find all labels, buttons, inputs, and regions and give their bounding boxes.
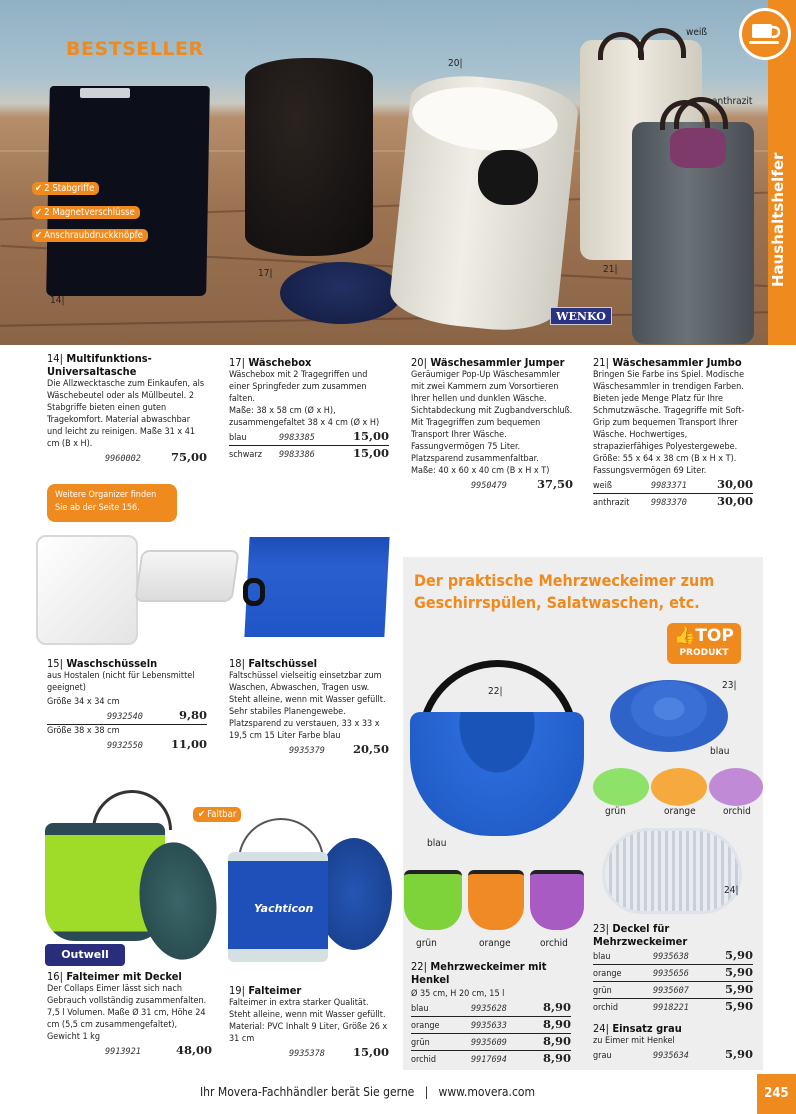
bucket-green	[404, 870, 462, 930]
faltbar-badge: ✔ Faltbar	[193, 807, 241, 822]
color-label: orchid	[540, 938, 568, 949]
lid-orange	[651, 768, 707, 806]
thumbs-up-icon: 👍	[674, 626, 696, 646]
size-label: Größe 34 x 34 cm	[47, 697, 120, 707]
product-18	[229, 657, 389, 758]
price-row: orchid 9918221 5,90	[593, 999, 753, 1013]
wenko-logo: WENKO	[550, 307, 612, 325]
image-label-20: 20|	[448, 58, 463, 69]
dark-laundry	[478, 150, 538, 205]
product-21	[593, 356, 753, 510]
product-image-24	[602, 828, 742, 914]
product-17	[229, 356, 389, 462]
product-title: 23| Deckel für Mehrzweckeimer	[593, 922, 688, 948]
coffee-cup-icon	[739, 8, 791, 60]
product-description: Falteimer in extra starker Qualität. Steht alleine, wenn mit Wasser gefüllt. Material: PVC Inhalt 9 Liter, Größe 26 x 31 cm	[229, 998, 388, 1044]
color-label: grün	[416, 938, 437, 949]
product-title: 17| Wäschebox	[229, 356, 312, 369]
product-15	[47, 657, 207, 753]
image-label-17: 17|	[258, 268, 273, 279]
price-row: grau 9935634 5,90	[593, 1047, 753, 1061]
price-row: 9913921 48,00	[105, 1043, 212, 1057]
product-22	[411, 960, 571, 1067]
product-image-17-lid	[280, 262, 402, 324]
outwell-logo: Outwell	[45, 944, 125, 966]
color-label-anthrazit: anthrazit	[712, 96, 753, 107]
product-title: 15| Waschschüsseln	[47, 657, 158, 670]
top-produkt-badge: 👍TOP PRODUKT	[667, 623, 741, 664]
color-label: blau	[710, 746, 730, 757]
product-image-15b	[134, 550, 239, 602]
image-label-22: 22|	[488, 686, 503, 697]
price-row: blau 9983385 15,00	[229, 429, 389, 446]
price-row: 9932540 9,80	[47, 708, 207, 725]
purple-laundry	[670, 128, 726, 168]
product-description: Die Allzwecktasche zum Einkaufen, als Wäschebeutel oder als Müllbeutel. 2 Stabgriffe bieten einen guten Tragekomfort. Material abwaschbar und leicht zu reinigen. Maße 31 x 41 cm (B x H).	[47, 379, 205, 449]
feature-badge: ✔ 2 Magnetverschlüsse	[32, 206, 140, 219]
image-label-23: 23|	[722, 680, 737, 691]
check-icon: ✔	[35, 207, 43, 218]
bowl-handle	[243, 578, 265, 606]
product-image-17	[245, 58, 373, 256]
product-description: Faltschüssel vielseitig einsetzbar zum Waschen, Abwaschen, Tragen usw. Steht alleine, wenn mit Wasser gefüllt. Sehr stabiles Planengewebe. Platzsparend zu verstauen, 33 x 33 x 19,5 cm 15 Liter Farbe blau	[229, 671, 386, 741]
feature-badge: ✔ 2 Stabgriffe	[32, 182, 99, 195]
category-tab-label: Haushaltshelfer	[769, 152, 787, 288]
bag-handle	[80, 88, 130, 98]
price-row: 9950479 37,50	[471, 477, 573, 491]
price-row: blau 9935628 8,90	[411, 1000, 571, 1017]
product-title: 20| Wäschesammler Jumper	[411, 356, 565, 369]
product-dimensions: Maße: 40 x 60 x 40 cm (B x H x T)	[411, 466, 550, 476]
product-description: Der Collaps Eimer lässt sich nach Gebrauch vollständig zusammenfalten. 7,5 l Volumen. Maße Ø 31 cm, Höhe 24 cm (5,5 cm zusammengefaltet), Gewicht 1 kg	[47, 984, 207, 1042]
check-icon: ✔	[35, 183, 43, 194]
product-image-15	[36, 535, 138, 645]
image-label-14: 14|	[50, 295, 65, 306]
bucket-orchid	[530, 870, 584, 930]
price-row: schwarz 9983386 15,00	[229, 446, 389, 460]
product-description: Wäschebox mit 2 Tragegriffen und einer Springfeder zum zusammen falten.	[229, 370, 368, 404]
bucket-orange	[468, 870, 524, 930]
product-title: 19| Falteimer	[229, 984, 302, 997]
price-row: grün 9935607 5,90	[593, 982, 753, 999]
product-description: Bringen Sie Farbe ins Spiel. Modische Wäschesammler in trendigen Farben. Bieten jede Menge Platz für Ihre Schmutzwäsche. Tragegriffe mit Soft-Grip zum bequemen Transport Ihrer Wäsche. Hochwertiges, strapazierfähiges Polyestergewebe.	[593, 370, 745, 452]
color-label-weiss: weiß	[686, 27, 708, 38]
yachticon-logo: Yachticon	[254, 902, 314, 915]
check-icon: ✔	[35, 230, 43, 241]
bestseller-heading: BESTSELLER	[66, 38, 204, 60]
page-number: 245	[757, 1074, 796, 1114]
color-label: orange	[664, 806, 696, 817]
promo-box[interactable]: Weitere Organizer finden Sie ab der Seite 156.	[47, 484, 177, 522]
product-description: aus Hostalen (nicht für Lebensmittel geeignet)	[47, 671, 195, 693]
product-description: zu Eimer mit Henkel	[593, 1036, 675, 1046]
price-row: 9935379 20,50	[289, 742, 389, 756]
price-row: orange 9935633 8,90	[411, 1017, 571, 1034]
product-image-18	[244, 537, 389, 637]
price-row: anthrazit 9983370 30,00	[593, 494, 753, 508]
color-label: orange	[479, 938, 511, 949]
product-description: Geräumiger Pop-Up Wäschesammler mit zwei Kammern zum Vorsortieren Ihrer hellen und dunklen Wäsche. Sichtabdeckung mit Zugbandverschluß. Mit Tragegriffen zum bequemen Transport Ihrer Wäsche. Fassungvermögen 75 Liter. Platzsparend zusammenfaltbar.	[411, 370, 573, 464]
product-title: 14| Multifunktions-Universaltasche	[47, 352, 152, 378]
price-row: 9935378 15,00	[289, 1045, 389, 1059]
price-row: grün 9935609 8,90	[411, 1034, 571, 1051]
product-24	[593, 1022, 753, 1063]
size-label: Größe 38 x 38 cm	[47, 726, 120, 736]
product-title: 21| Wäschesammler Jumbo	[593, 356, 742, 369]
lid-orchid	[709, 768, 763, 806]
image-label-21: 21|	[603, 264, 618, 275]
product-14	[47, 352, 207, 466]
price-row: 9960002 75,00	[105, 450, 207, 464]
product-16	[47, 970, 212, 1059]
product-title: 18| Faltschüssel	[229, 657, 318, 670]
product-image-23	[610, 680, 728, 752]
product-dimensions: Größe: 55 x 64 x 38 cm (B x H x T). Fassungsvermögen 69 Liter.	[593, 454, 737, 476]
check-icon: ✔	[198, 809, 206, 820]
price-row: orange 9935656 5,90	[593, 965, 753, 982]
product-title: 16| Falteimer mit Deckel	[47, 970, 182, 983]
product-title: 22| Mehrzweckeimer mit Henkel	[411, 960, 547, 986]
lid-green	[593, 768, 649, 806]
price-row: 9932550 11,00	[107, 737, 207, 751]
image-label-24: 24|	[724, 885, 739, 896]
color-label: grün	[605, 806, 626, 817]
product-description: Ø 35 cm, H 20 cm, 15 l	[411, 989, 505, 999]
price-row: blau 9935638 5,90	[593, 948, 753, 965]
product-23	[593, 922, 753, 1015]
price-row: orchid 9917694 8,90	[411, 1051, 571, 1065]
feature-badge: ✔ Anschraubdruckknöpfe	[32, 229, 148, 242]
color-label: orchid	[723, 806, 751, 817]
color-label: blau	[427, 838, 447, 849]
product-20	[411, 356, 573, 493]
footer-text: Ihr Movera-Fachhändler berät Sie gerne | www.movera.com	[200, 1085, 536, 1099]
price-row: weiß 9983371 30,00	[593, 477, 753, 494]
product-dimensions: Maße: 38 x 58 cm (Ø x H), zusammengefaltet 38 x 4 cm (Ø x H)	[229, 406, 380, 428]
featured-headline: Der praktische Mehrzweckeimer zum Geschirrspülen, Salatwaschen, etc.	[414, 571, 715, 612]
product-19	[229, 984, 389, 1061]
product-title: 24| Einsatz grau	[593, 1022, 682, 1035]
